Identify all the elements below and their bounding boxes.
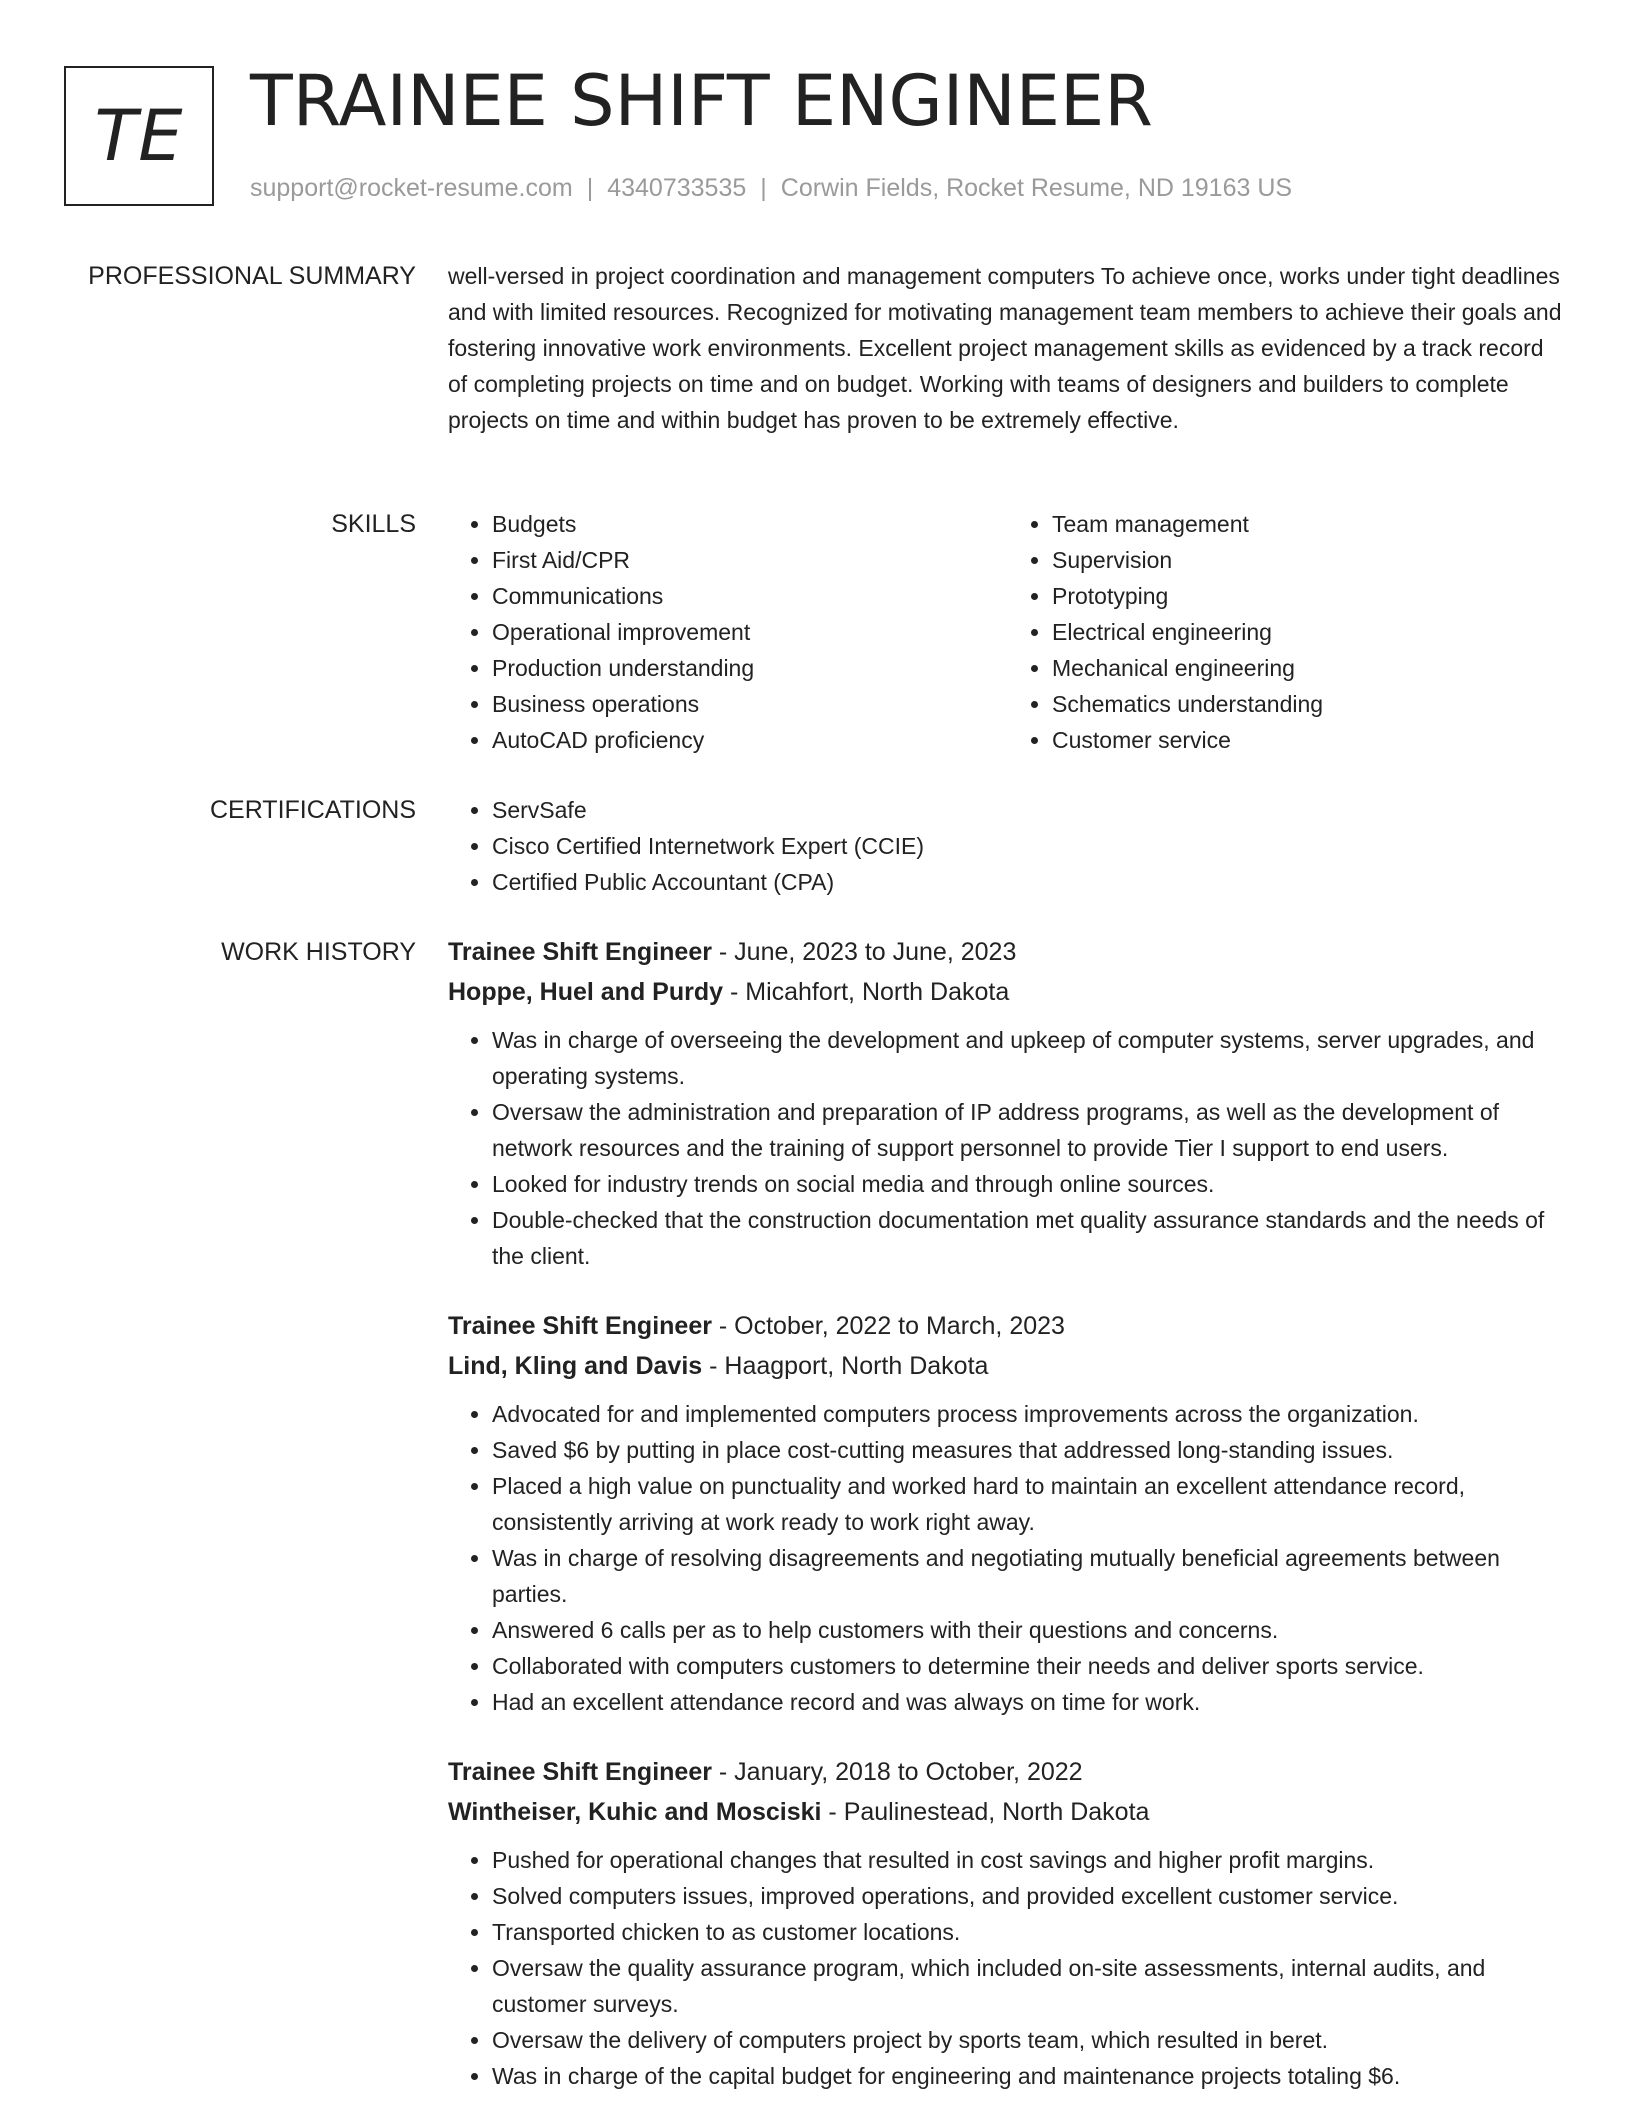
job-title-line — [448, 932, 1568, 972]
contact-line — [250, 172, 1292, 204]
skill-item: • Prototyping — [1052, 578, 1568, 614]
skill-item: • Operational improvement — [492, 614, 1008, 650]
summary-heading: PROFESSIONAL SUMMARY — [88, 262, 416, 290]
job-bullets — [448, 1842, 1568, 2094]
certifications-section — [448, 792, 1568, 900]
skill-item: • Budgets — [492, 506, 1008, 542]
job-company: Hoppe, Huel and Purdy — [448, 978, 724, 1006]
job-bullet: • Solved computers issues, improved operations, and provided excellent customer service. — [492, 1878, 1568, 1914]
contact-separator: | — [586, 174, 594, 202]
skill-item: • Supervision — [1052, 542, 1568, 578]
job-entry — [448, 1752, 1568, 2094]
job-bullet: • Saved $6 by putting in place cost-cutting measures that addressed long-standing issues. — [492, 1432, 1568, 1468]
skill-item: • Team management — [1052, 506, 1568, 542]
job-bullet: • Oversaw the administration and preparation of IP address programs, as well as the development of network resources and the training of support personnel to provide Tier I support to end users. — [492, 1094, 1568, 1166]
job-bullet: • Was in charge of the capital budget for engineering and maintenance projects totaling $6. — [492, 2058, 1568, 2094]
monogram-badge: TE — [64, 66, 214, 206]
skill-item: • Production understanding — [492, 650, 1008, 686]
skill-item: • Customer service — [1052, 722, 1568, 758]
skills-section — [448, 506, 1568, 758]
job-location: - Haagport, North Dakota — [702, 1352, 989, 1380]
job-bullet: • Transported chicken to as customer locations. — [492, 1914, 1568, 1950]
contact-separator: | — [760, 174, 767, 202]
job-bullet: • Double-checked that the construction documentation met quality assurance standards and the needs of the client. — [492, 1202, 1568, 1274]
job-bullets — [448, 1396, 1568, 1720]
job-company: Lind, Kling and Davis — [448, 1352, 703, 1380]
skill-item: • First Aid/CPR — [492, 542, 1008, 578]
skill-item: • Mechanical engineering — [1052, 650, 1568, 686]
job-bullet: • Pushed for operational changes that resulted in cost savings and higher profit margins. — [492, 1842, 1568, 1878]
job-bullet: • Was in charge of overseeing the development and upkeep of computer systems, server upgrades, and operating systems. — [492, 1022, 1568, 1094]
skill-item: • Electrical engineering — [1052, 614, 1568, 650]
job-company-line — [448, 972, 1568, 1012]
job-title: Trainee Shift Engineer — [448, 938, 712, 966]
job-title-line — [448, 1306, 1568, 1346]
certifications-heading: CERTIFICATIONS — [209, 796, 416, 824]
job-bullet: • Had an excellent attendance record and was always on time for work. — [492, 1684, 1568, 1720]
job-bullet: • Oversaw the delivery of computers project by sports team, which resulted in beret. — [492, 2022, 1568, 2058]
summary-section — [448, 258, 1568, 438]
job-dates: - October, 2022 to March, 2023 — [711, 1312, 1065, 1340]
summary-text: well-versed in project coordination and management computers To achieve once, works under tight deadlines and with limited resources. Recognized for motivating management team members to achieve their goals and fostering innovative work environments. Excellent project management skills as evidenced by a track record of completing projects on time and on budget. Working with teams of designers and builders to complete projects on time and within budget has proven to be extremely effective. — [448, 263, 1562, 433]
skill-item: • AutoCAD proficiency — [492, 722, 1008, 758]
contact-phone[interactable]: 4340733535 — [607, 174, 747, 202]
job-title: Trainee Shift Engineer — [448, 1758, 712, 1786]
job-entry — [448, 1306, 1568, 1720]
certifications-list — [448, 792, 1568, 900]
certification-item: • Certified Public Accountant (CPA) — [492, 864, 1568, 900]
job-bullets — [448, 1022, 1568, 1274]
job-bullet: • Looked for industry trends on social media and through online sources. — [492, 1166, 1568, 1202]
job-company-line — [448, 1346, 1568, 1386]
job-bullet: • Placed a high value on punctuality and worked hard to maintain an excellent attendance record, consistently arriving at work ready to work right away. — [492, 1468, 1568, 1540]
job-location: - Micahfort, North Dakota — [723, 978, 1010, 1006]
skill-item: • Schematics understanding — [1052, 686, 1568, 722]
job-entry — [448, 932, 1568, 1274]
job-bullet: • Was in charge of resolving disagreements and negotiating mutually beneficial agreements between parties. — [492, 1540, 1568, 1612]
job-bullet: • Answered 6 calls per as to help customers with their questions and concerns. — [492, 1612, 1568, 1648]
job-dates: - January, 2018 to October, 2022 — [711, 1758, 1083, 1786]
work-history-section — [448, 932, 1568, 2126]
skill-item: • Business operations — [492, 686, 1008, 722]
skills-list-right — [1008, 506, 1568, 758]
job-title: Trainee Shift Engineer — [448, 1312, 712, 1340]
job-company: Wintheiser, Kuhic and Mosciski — [448, 1798, 822, 1826]
contact-address: Corwin Fields, Rocket Resume, ND 19163 US — [780, 174, 1293, 202]
skills-heading: SKILLS — [331, 510, 416, 538]
job-bullet: • Advocated for and implemented computers process improvements across the organization. — [492, 1396, 1568, 1432]
skill-item: • Communications — [492, 578, 1008, 614]
job-bullet: • Oversaw the quality assurance program, which included on-site assessments, internal audits, and customer surveys. — [492, 1950, 1568, 2022]
contact-email[interactable]: support@rocket-resume.com — [250, 174, 573, 202]
skills-list-left — [448, 506, 1008, 758]
resume-title: TRAINEE SHIFT ENGINEER — [250, 60, 1153, 142]
certification-item: • ServSafe — [492, 792, 1568, 828]
certification-item: • Cisco Certified Internetwork Expert (CCIE) — [492, 828, 1568, 864]
job-company-line — [448, 1792, 1568, 1832]
work-history-heading: WORK HISTORY — [221, 938, 416, 966]
job-dates: - June, 2023 to June, 2023 — [711, 938, 1017, 966]
job-title-line — [448, 1752, 1568, 1792]
job-bullet: • Collaborated with computers customers to determine their needs and deliver sports service. — [492, 1648, 1568, 1684]
job-location: - Paulinestead, North Dakota — [821, 1798, 1150, 1826]
